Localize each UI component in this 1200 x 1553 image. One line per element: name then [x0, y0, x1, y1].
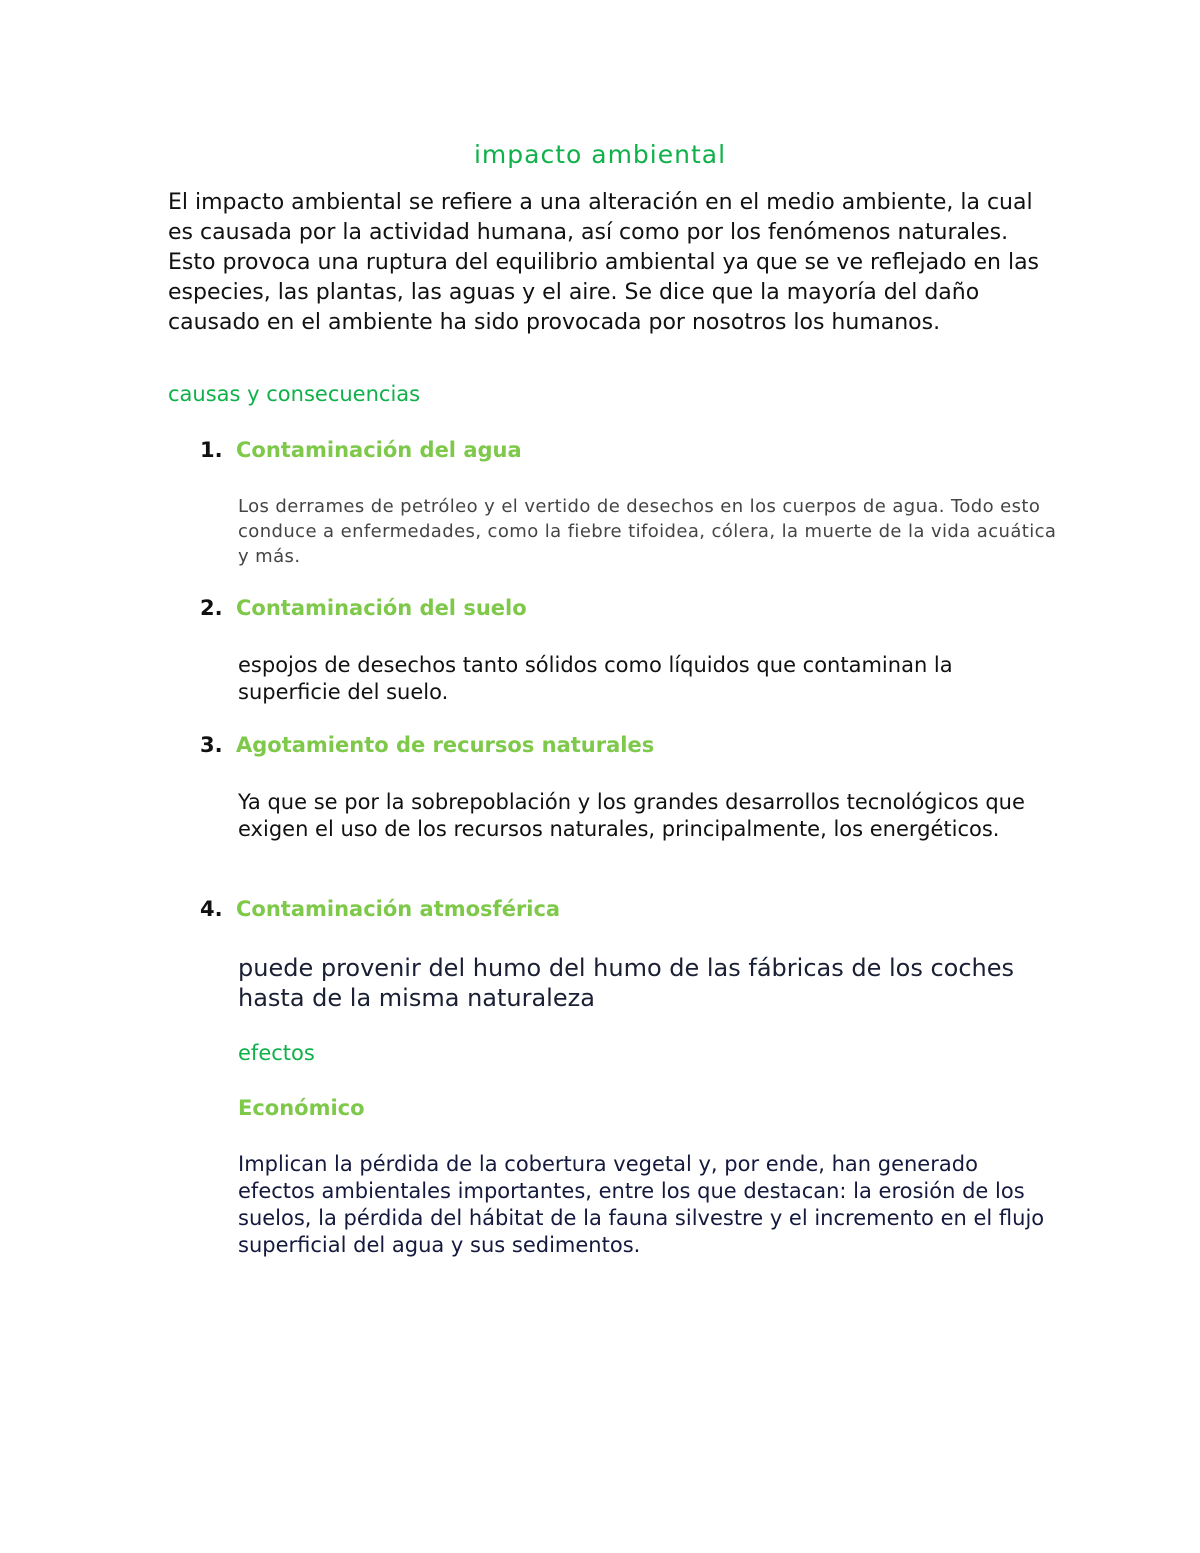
- list-item-title: Contaminación del agua: [236, 438, 522, 462]
- list-item-number: 4.: [200, 897, 223, 921]
- list-item-description: puede provenir del humo del humo de las fábricas de los coches hasta de la misma naturaleza: [238, 954, 1015, 1012]
- list-item-title: Contaminación atmosférica: [236, 897, 561, 921]
- list-item-heading: [200, 733, 654, 757]
- list-item-description: Los derrames de petróleo y el vertido de desechos en los cuerpos de agua. Todo esto conduce a enfermedades, como la fiebre tifoidea, cólera, la muerte de la vida acuática y más.: [238, 496, 1057, 567]
- effects-subheading: Económico: [238, 1096, 365, 1120]
- section-heading: causas y consecuencias: [168, 382, 421, 406]
- list-item-title: Contaminación del suelo: [236, 596, 527, 620]
- effects-heading: efectos: [238, 1041, 315, 1065]
- effects-paragraph: Implican la pérdida de la cobertura vegetal y, por ende, han generado efectos ambientales importantes, entre los que destacan: la erosión de los suelos, la pérdida del hábitat de la fauna silvestre y el incremento en el flujo superficial del agua y sus sedimentos.: [238, 1152, 1045, 1257]
- page-title: impacto ambiental: [473, 140, 727, 169]
- list-item-number: 2.: [200, 596, 223, 620]
- list-item-number: 1.: [200, 438, 223, 462]
- list-item-title: Agotamiento de recursos naturales: [236, 733, 655, 757]
- list-item-description: Ya que se por la sobrepoblación y los grandes desarrollos tecnológicos que exigen el uso de los recursos naturales, principalmente, los energéticos.: [238, 790, 1025, 841]
- list-item-description: espojos de desechos tanto sólidos como líquidos que contaminan la superficie del suelo.: [238, 653, 953, 704]
- list-item-heading: [200, 897, 560, 921]
- list-item-heading: [200, 438, 522, 462]
- list-item-heading: [200, 596, 527, 620]
- intro-paragraph: El impacto ambiental se refiere a una alteración en el medio ambiente, la cual es causada por la actividad humana, así como por los fenómenos naturales. Esto provoca una ruptura del equilibrio ambiental ya que se ve reflejado en las especies, las plantas, las aguas y el aire. Se dice que la mayoría del daño causado en el ambiente ha sido provocada por nosotros los humanos.: [168, 190, 1040, 335]
- list-item-number: 3.: [200, 733, 223, 757]
